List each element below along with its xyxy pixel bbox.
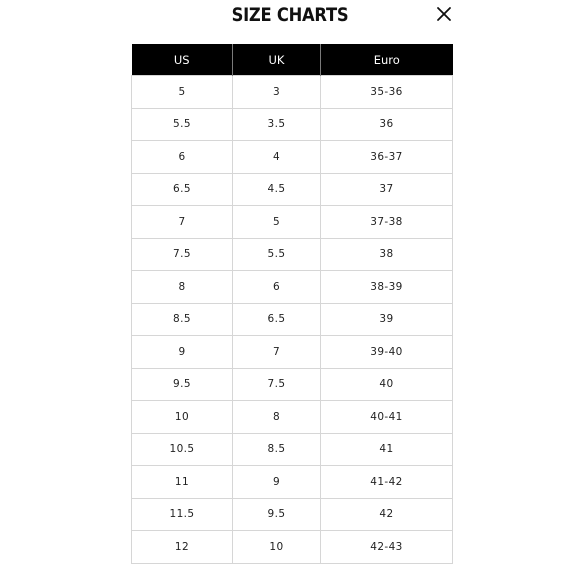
table-row (132, 336, 453, 369)
table-row (132, 401, 453, 434)
cell-uk: 6 (233, 271, 321, 304)
cell-euro: 36 (321, 108, 453, 141)
table-row (132, 466, 453, 499)
cell-uk: 3.5 (233, 108, 321, 141)
table-header-row (132, 44, 453, 76)
cell-uk: 7.5 (233, 368, 321, 401)
cell-us: 10.5 (132, 433, 233, 466)
cell-uk: 7 (233, 336, 321, 369)
cell-euro: 39 (321, 303, 453, 336)
cell-uk: 5 (233, 206, 321, 239)
cell-euro: 40 (321, 368, 453, 401)
cell-us: 10 (132, 401, 233, 434)
table-row (132, 433, 453, 466)
table-row (132, 238, 453, 271)
table-row (132, 206, 453, 239)
cell-uk: 4 (233, 141, 321, 174)
table-row (132, 303, 453, 336)
cell-euro: 41-42 (321, 466, 453, 499)
cell-us: 11.5 (132, 498, 233, 531)
cell-uk: 8.5 (233, 433, 321, 466)
cell-us: 6 (132, 141, 233, 174)
cell-uk: 5.5 (233, 238, 321, 271)
cell-uk: 4.5 (233, 173, 321, 206)
close-button[interactable] (434, 4, 454, 24)
cell-us: 7 (132, 206, 233, 239)
cell-us: 9 (132, 336, 233, 369)
column-header-uk: UK (233, 44, 321, 76)
cell-uk: 3 (233, 76, 321, 109)
cell-us: 5 (132, 76, 233, 109)
cell-uk: 6.5 (233, 303, 321, 336)
cell-euro: 40-41 (321, 401, 453, 434)
cell-us: 9.5 (132, 368, 233, 401)
cell-euro: 38 (321, 238, 453, 271)
table-row (132, 368, 453, 401)
cell-euro: 37 (321, 173, 453, 206)
cell-us: 5.5 (132, 108, 233, 141)
table-row (132, 141, 453, 174)
cell-us: 6.5 (132, 173, 233, 206)
table-row (132, 531, 453, 564)
table-row (132, 173, 453, 206)
cell-uk: 9 (233, 466, 321, 499)
cell-us: 11 (132, 466, 233, 499)
table-row (132, 76, 453, 109)
size-chart-table (131, 44, 453, 564)
cell-uk: 10 (233, 531, 321, 564)
table-row (132, 271, 453, 304)
page-title: SIZE CHARTS (231, 4, 349, 26)
cell-euro: 38-39 (321, 271, 453, 304)
cell-euro: 37-38 (321, 206, 453, 239)
table-row (132, 498, 453, 531)
cell-us: 8 (132, 271, 233, 304)
table-row (132, 108, 453, 141)
close-icon (434, 4, 454, 24)
cell-euro: 39-40 (321, 336, 453, 369)
cell-euro: 36-37 (321, 141, 453, 174)
cell-euro: 35-36 (321, 76, 453, 109)
cell-euro: 41 (321, 433, 453, 466)
cell-uk: 9.5 (233, 498, 321, 531)
cell-us: 8.5 (132, 303, 233, 336)
cell-uk: 8 (233, 401, 321, 434)
cell-euro: 42-43 (321, 531, 453, 564)
column-header-us: US (132, 44, 233, 76)
column-header-euro: Euro (321, 44, 453, 76)
cell-euro: 42 (321, 498, 453, 531)
cell-us: 7.5 (132, 238, 233, 271)
cell-us: 12 (132, 531, 233, 564)
